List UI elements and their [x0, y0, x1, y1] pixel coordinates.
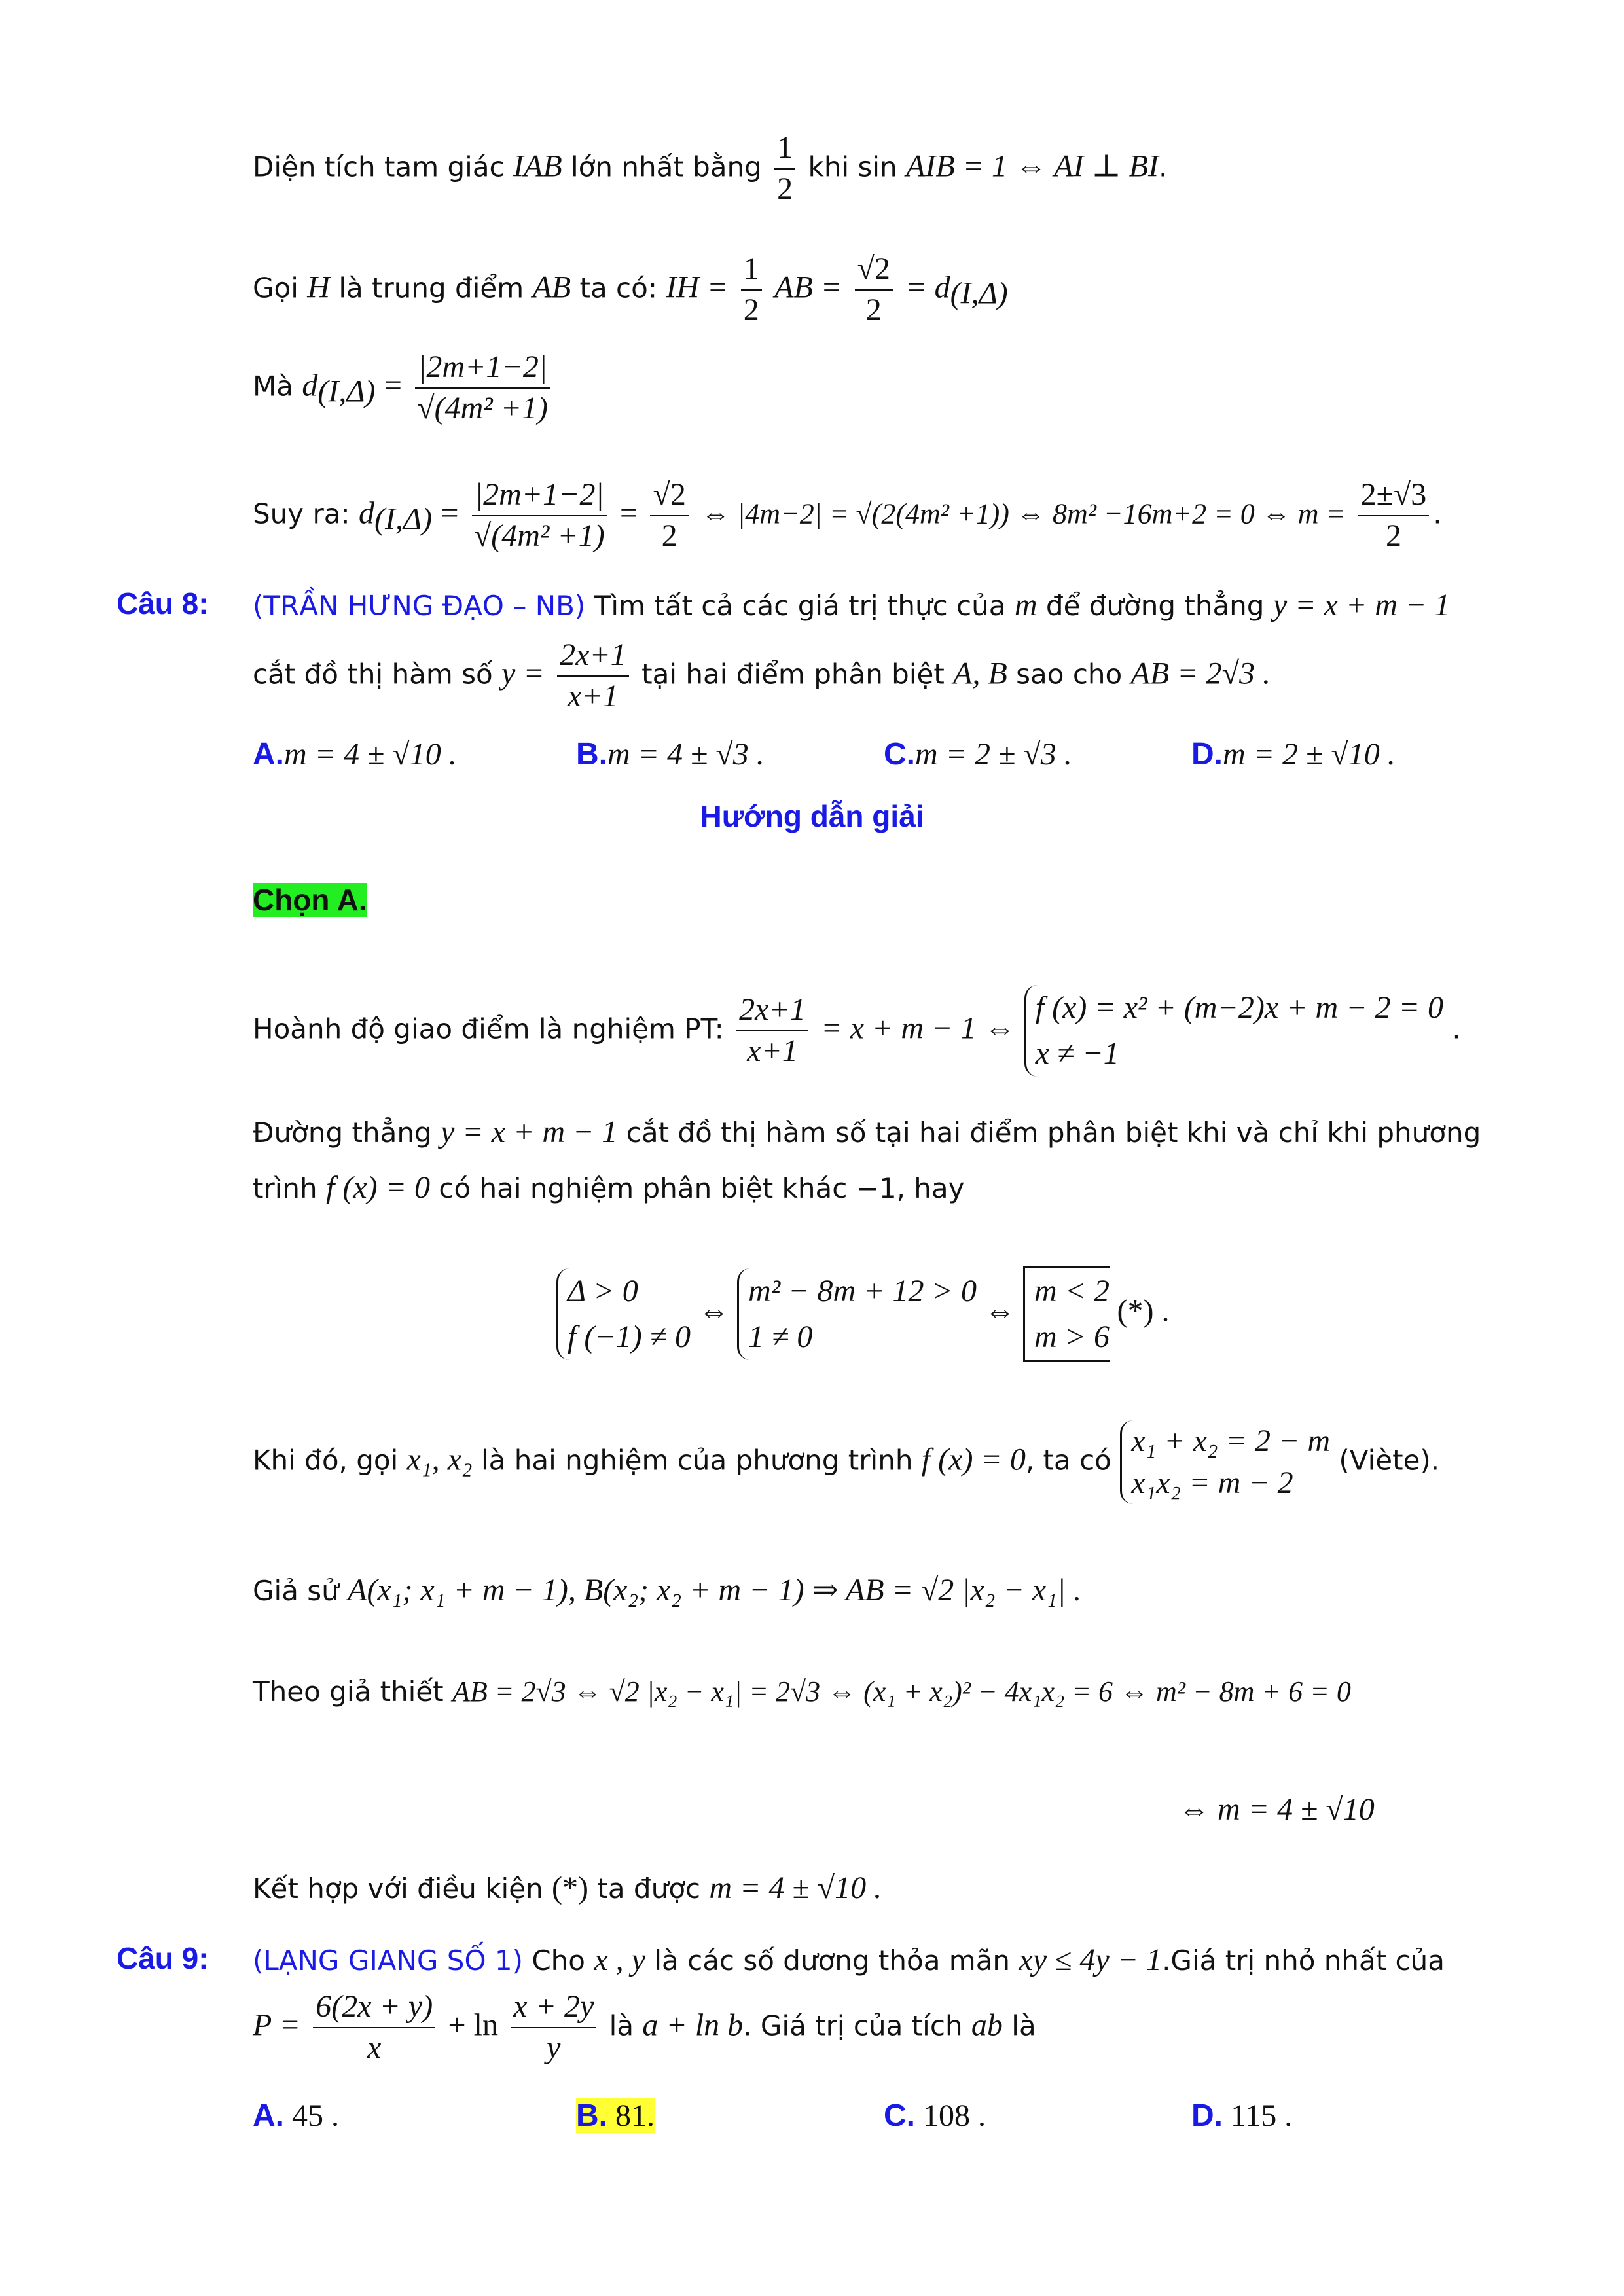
fraction: $\frac{√2}{2}$ — [650, 478, 688, 554]
text: Diện tích tam giác — [253, 151, 505, 183]
fraction: $\frac{|2m+1-2|}{\text{√(4m² +1)}}$ — [414, 350, 550, 426]
question-9-label: Câu 9: — [117, 1941, 209, 1975]
q9-option-a[interactable]: A. 45 . — [253, 2098, 339, 2133]
question-8-stem-2: cắt đồ thị hàm số y = $\frac{2x+1}{x+1}$ tại hai điểm phân biệt A, B sao cho AB = 2√3 . — [253, 637, 1271, 713]
system-brace: Δ > 0 f (−1) ≠ 0 — [556, 1268, 691, 1360]
fraction: $\frac{√2}{2}$ — [855, 252, 893, 328]
question-9-stem-2: P = $\frac{6(2x + y)}{x}$ + ln $\frac{x + 2y}{y}$ là a + ln b. Giá trị của tích ab là — [253, 1989, 1036, 2065]
text: lớn nhất bằng — [571, 151, 762, 183]
fraction: $\frac{|2m+1-2|}{\text{√(4m² +1)}}$ — [471, 478, 607, 554]
fraction: $\frac{2x+1}{x+1}$ — [736, 993, 808, 1069]
text: khi sin — [808, 151, 897, 183]
math: IAB — [513, 149, 562, 184]
answer-choice: Chọn A. — [253, 883, 367, 917]
question-8-stem: (TRẦN HƯNG ĐẠO – NB) Tìm tất cả các giá trị thực của m để đường thẳng y = x + m − 1 — [253, 588, 1451, 622]
solution-step-6: Giả sử A(x₁; x₁ + m − 1), B(x₂; x₂ + m − 1) ⇒ AB = √2 |x₂ − x₁| . — [253, 1573, 1082, 1607]
system-brace: x₁ + x₂ = 2 − m x₁x₂ = m − 2 — [1120, 1420, 1330, 1504]
line-midpoint: Gọi H là trung điểm AB ta có: IH = $\frac{1}{2}$ AB = $\frac{√2}{2}$ = $d_{(I,\Delta)}$ — [253, 251, 1008, 327]
solution-step-4: Δ > 0 f (−1) ≠ 0 ⇔ m² − 8m + 12 > 0 1 ≠ 0 ⇔ m < 2 m > 6 (*) . — [556, 1266, 1506, 1362]
q8-option-d[interactable]: D.m = 2 ± √10 . — [1191, 737, 1396, 772]
fraction: $\frac{1}{2}$ — [741, 252, 762, 328]
union-bracket: m < 2 m > 6 — [1023, 1266, 1110, 1362]
fraction: $\frac{2x+1}{x+1}$ — [557, 638, 629, 714]
fraction: $\frac{x + 2y}{y}$ — [511, 1990, 596, 2066]
question-source: (TRẦN HƯNG ĐẠO – NB) — [253, 590, 586, 622]
q9-option-b[interactable]: B. 81. — [576, 2098, 655, 2133]
fraction: $\frac{2\pm√3}{2}$ — [1358, 478, 1430, 554]
system-brace: f (x) = x² + (m−2)x + m − 2 = 0 x ≠ −1 — [1024, 985, 1443, 1077]
solution-heading: Hướng dẫn giải — [700, 799, 924, 833]
math: AIB = 1 ⇔ AI ⊥ BI — [906, 149, 1159, 184]
q8-option-a[interactable]: A.m = 4 ± √10 . — [253, 737, 457, 772]
solution-step-5: Khi đó, gọi x₁, x₂ là hai nghiệm của phương trình f (x) = 0, ta có x₁ + x₂ = 2 − m x₁x₂ = m − 2 (Viète). — [253, 1420, 1506, 1504]
system-brace: m² − 8m + 12 > 0 1 ≠ 0 — [737, 1268, 977, 1360]
q8-option-c[interactable]: C.m = 2 ± √3 . — [884, 737, 1072, 772]
q9-option-c[interactable]: C. 108 . — [884, 2098, 986, 2133]
q8-option-b[interactable]: B.m = 4 ± √3 . — [576, 737, 765, 772]
solution-step-8: ⇔ m = 4 ± √10 — [1178, 1792, 1375, 1827]
line-distance: Mà $d_{(I,\Delta)}$ = $\frac{|2m+1-2|}{\text{√(4m² +1)}}$ — [253, 350, 1506, 426]
solution-step-1: Hoành độ giao điểm là nghiệm PT: $\frac{2x+1}{x+1}$ = x + m − 1 ⇔ f (x) = x² + (m−2)x + m − 2 = 0 x ≠ −1 . — [253, 985, 1506, 1077]
line-area-max: Diện tích tam giác IAB lớn nhất bằng $\frac{1}{2}$ khi sin AIB = 1 ⇔ AI ⊥ BI. — [253, 130, 1168, 206]
question-source: (LẠNG GIANG SỐ 1) — [253, 1945, 523, 1977]
question-9-stem: (LẠNG GIANG SỐ 1) Cho x , y là các số dương thỏa mãn xy ≤ 4y − 1.Giá trị nhỏ nhất của — [253, 1943, 1445, 1977]
solution-step-3: trình f (x) = 0 có hai nghiệm phân biệt khác −1, hay — [253, 1170, 965, 1205]
solution-step-2: Đường thẳng y = x + m − 1 cắt đồ thị hàm số tại hai điểm phân biệt khi và chỉ khi phương — [253, 1115, 1481, 1149]
solution-step-9: Kết hợp với điều kiện (*) ta được m = 4 ± √10 . — [253, 1871, 882, 1905]
solution-step-7: Theo giả thiết AB = 2√3 ⇔ √2 |x₂ − x₁| = 2√3 ⇔ (x₁ + x₂)² − 4x₁x₂ = 6 ⇔ m² − 8m + 6 = 0 — [253, 1676, 1351, 1708]
line-deduce: Suy ra: $d_{(I,\Delta)}$ = $\frac{|2m+1-2|}{\text{√(4m² +1)}}$ = $\frac{√2}{2}$ ⇔ |4m−2| = √(2(4m² +1)) ⇔ 8m² −16m+2 = 0 ⇔ m = $\frac{2\pm√3}{2}$ . — [253, 477, 1442, 553]
question-8-label: Câu 8: — [117, 586, 209, 620]
fraction: $\frac{6(2x + y)}{x}$ — [313, 1990, 435, 2066]
q9-option-d[interactable]: D. 115 . — [1191, 2098, 1293, 2133]
fraction: $\frac{1}{2}$ — [774, 131, 795, 207]
